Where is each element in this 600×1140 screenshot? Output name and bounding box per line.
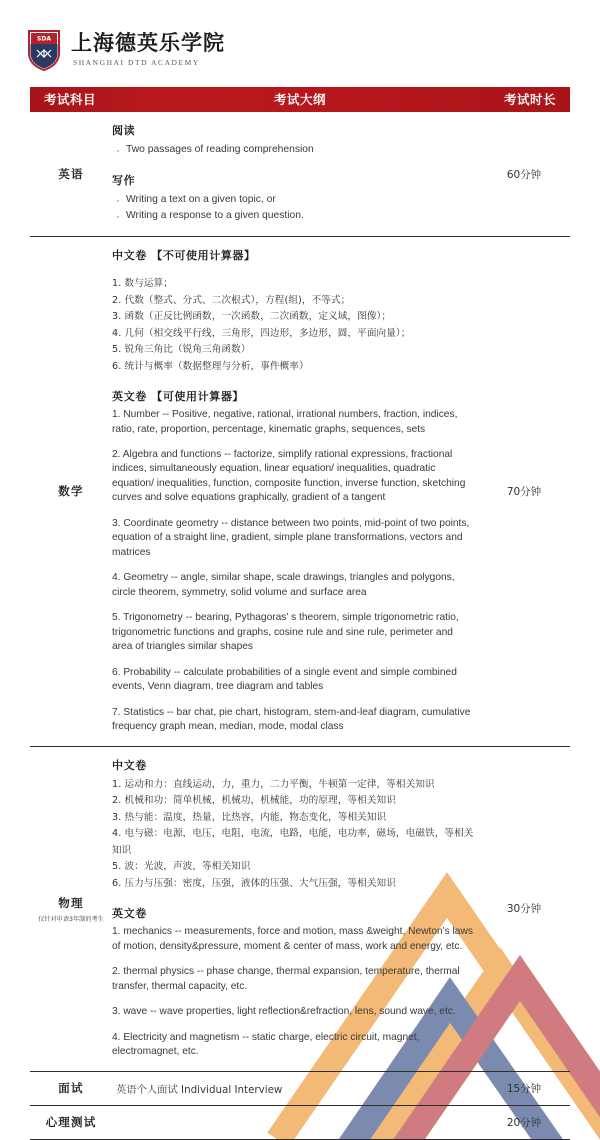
subject-cell	[30, 1106, 112, 1139]
outline-cn-list-item: 2. 代数（整式、分式、二次根式），方程(组)，不等式；	[112, 294, 351, 306]
outline-cn-list-item: 4. 电与磁：电源，电压，电阻，电流，电路，电能，电功率，磁场，电磁铁，等相关知识	[112, 828, 474, 856]
header-col-subject: 考试科目	[44, 92, 97, 107]
outline-cn-list	[112, 777, 474, 893]
subject-cell	[30, 237, 112, 746]
subject-name: 数学	[58, 484, 84, 499]
table-row	[30, 112, 570, 237]
outline-cn-list-item: 6. 压力与压强：密度，压强，液体的压强、大气压强，等相关知识	[112, 877, 396, 889]
outline-paragraph: 5. Trigonometry -- bearing, Pythagoras’ s theorem, simple trigonometric ratio, trigonometric functions and graphs, cosine rule and sine rule, perimeter and area of triangles similar shapes	[112, 612, 459, 653]
duration-cell: 15分钟	[506, 1082, 542, 1095]
subject-name: 物理	[58, 895, 84, 910]
syllabus-table	[30, 112, 570, 1140]
outline-cell	[112, 237, 478, 746]
outline-cn-list-item: 3. 热与能：温度，热量，比热容，内能，物态变化，等相关知识	[112, 811, 387, 823]
outline-paragraph: 3. wave -- wave properties, light reflection&refraction, lens, sound wave, etc.	[112, 1006, 456, 1018]
duration-cell: 70分钟	[506, 485, 542, 498]
subject-cell	[30, 1072, 112, 1105]
subject-name: 心理测试	[45, 1115, 97, 1130]
subject-cell	[30, 747, 112, 1071]
duration-cell: 30分钟	[506, 903, 542, 916]
outline-cn-list	[112, 276, 474, 375]
outline-cell	[112, 747, 478, 1071]
outline-cn-list-item: 1. 运动和力：直线运动，力，重力，二力平衡，牛顿第一定律，等相关知识	[112, 778, 435, 790]
outline-paragraph: 1. mechanics -- measurements, force and motion, mass &weight, Newton's laws of motion, density&pressure, moment & center of mass, work and energy, etc.	[112, 926, 473, 952]
outline-cn-list-item: 5. 锐角三角比（锐角三角函数）	[112, 344, 251, 356]
table-row	[30, 1072, 570, 1106]
outline-paragraph: 6. Probability -- calculate probabilities of a single event and simple combined events, Venn diagram, tree diagram and tables	[112, 666, 457, 693]
outline-bullet: · Writing a response to a given question.	[112, 208, 474, 225]
brand-logo	[26, 27, 225, 72]
outline-cn-list-item: 1. 数与运算；	[112, 278, 173, 290]
outline-paragraph: 1. Number -- Positive, negative, rational, irrational numbers, fraction, indices, ratio, rate, proportion, percentage, kinematic graphs, sequences, sets	[112, 409, 458, 435]
subject-cell	[30, 112, 112, 236]
outline-cn-list-item: 4. 几何（相交线平行线，三角形，四边形，多边形，圆，平面向量）；	[112, 327, 411, 339]
outline-block-title: 阅读	[112, 124, 136, 137]
shield-crest-icon	[26, 27, 62, 72]
table-row	[30, 1106, 570, 1140]
outline-cn-list-item: 6. 统计与概率（数据整理与分析，事件概率）	[112, 360, 309, 372]
outline-block-title: 中文卷	[112, 758, 147, 772]
outline-text: 英语个人面试 Individual Interview	[116, 1083, 283, 1096]
subject-name: 英语	[58, 167, 84, 181]
outline-cn-list-item: 2. 机械和功：简单机械，机械功，机械能，功的原理，等相关知识	[112, 795, 396, 807]
header-col-outline: 考试大纲	[273, 92, 326, 107]
duration-cell: 20分钟	[506, 1116, 542, 1129]
table-row	[30, 237, 570, 747]
outline-block-title: 英文卷 【可使用计算器】	[112, 390, 245, 404]
duration-cell: 60分钟	[506, 168, 542, 181]
outline-block-title: 中文卷 【不可使用计算器】	[112, 249, 256, 263]
svg-text:SDA: SDA	[37, 35, 51, 43]
brand-name-en: SHANGHAI DTD ACADEMY	[73, 57, 200, 67]
table-row	[30, 747, 570, 1072]
spacer	[112, 267, 474, 276]
subject-note: 仅针对申请3年制的考生	[38, 915, 104, 923]
brand-name-cn: 上海德英乐学院	[71, 31, 225, 56]
outline-cell	[112, 112, 478, 236]
outline-block-title: 英文卷	[112, 907, 147, 921]
outline-paragraph: 2. Algebra and functions -- factorize, simplify rational expressions, fractional indices, simultaneously equation, linear equation/ inequalities, quadratic equation/ inequalities, function, composite function, inverse function, sketching curves and solve equations graphically, gradient of a tangent	[112, 448, 466, 504]
outline-paragraph: 3. Coordinate geometry -- distance between two points, mid-point of two points, equation of a straight line, gradient, simple plane transformations, vectors and matrices	[112, 517, 470, 558]
outline-cn-list-item: 3. 函数（正反比例函数，一次函数，二次函数，定义域，图像）；	[112, 311, 392, 323]
outline-cell	[112, 1106, 478, 1139]
outline-paragraph: 4. Geometry -- angle, similar shape, scale drawings, triangles and polygons, circle theorem, symmetry, solid volume and surface area	[112, 572, 455, 598]
outline-paragraph: 7. Statistics -- bar chat, pie chart, histogram, stem-and-leaf diagram, cumulative frequency graph mean, median, mode, modal class	[112, 706, 471, 733]
table-header-bar	[30, 87, 570, 112]
outline-block-title: 写作	[112, 173, 136, 187]
outline-bullet: · Writing a text on a given topic, or	[112, 192, 474, 209]
outline-bullet: · Two passages of reading comprehension	[112, 142, 474, 159]
outline-cn-list-item: 5. 波：光波，声波，等相关知识	[112, 861, 251, 873]
outline-cell	[112, 1072, 478, 1105]
subject-name: 面试	[58, 1081, 84, 1096]
header-col-duration: 考试时长	[503, 92, 556, 107]
outline-paragraph: 4. Electricity and magnetism -- static charge, electric circuit, magnet, electromagnet, etc.	[112, 1031, 420, 1058]
outline-paragraph: 2. thermal physics -- phase change, thermal expansion, temperature, thermal transfer, thermal capacity, etc.	[112, 966, 460, 992]
